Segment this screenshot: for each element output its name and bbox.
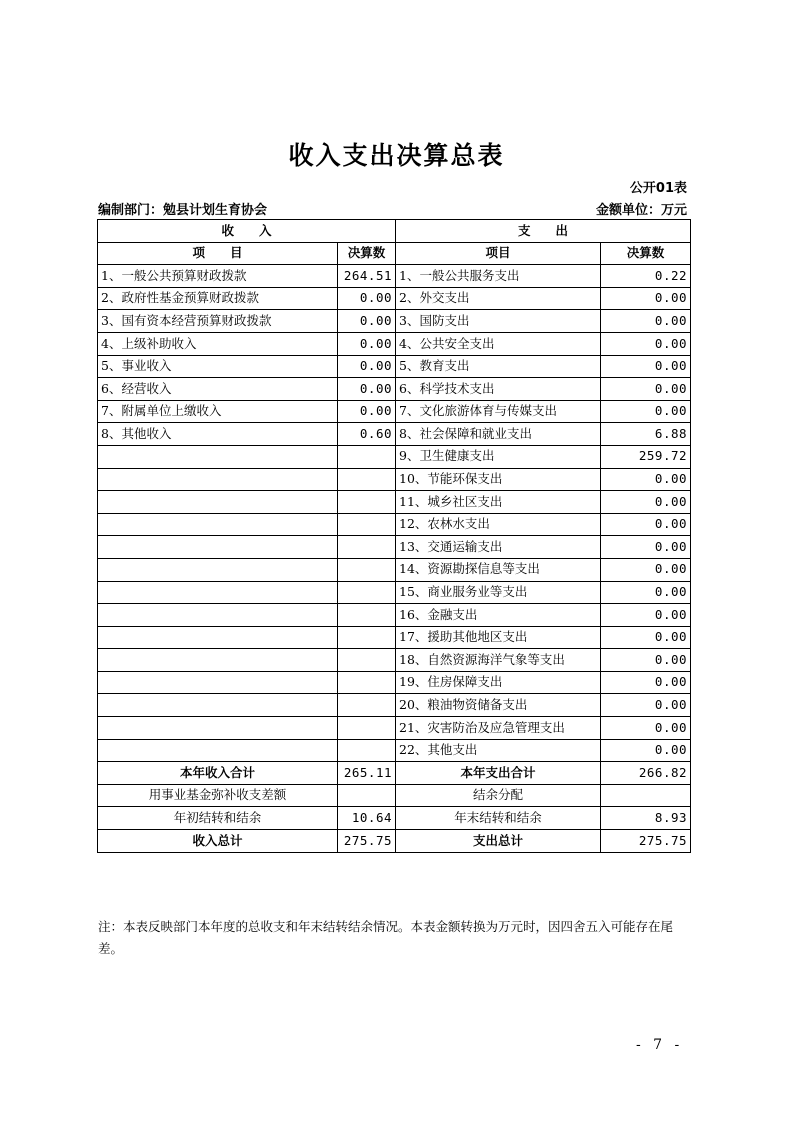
expense-amount-cell: 0.00 xyxy=(601,739,691,762)
expense-summary-label: 结余分配 xyxy=(396,784,601,807)
income-item-cell: 4、上级补助收入 xyxy=(98,332,338,355)
income-amount-cell: 264.51 xyxy=(338,265,396,288)
income-item-cell: 3、国有资本经营预算财政拨款 xyxy=(98,310,338,333)
income-amount-cell: 0.00 xyxy=(338,332,396,355)
expense-item-cell: 17、援助其他地区支出 xyxy=(396,626,601,649)
expense-amount-cell: 0.00 xyxy=(601,626,691,649)
expense-amount-cell: 0.22 xyxy=(601,265,691,288)
income-item-cell: 2、政府性基金预算财政拨款 xyxy=(98,287,338,310)
table-row xyxy=(98,287,691,310)
expense-item-cell: 11、城乡社区支出 xyxy=(396,491,601,514)
income-item-cell: 7、附属单位上缴收入 xyxy=(98,400,338,423)
table-row xyxy=(98,355,691,378)
expense-amount-cell: 0.00 xyxy=(601,694,691,717)
expense-item-cell: 15、商业服务业等支出 xyxy=(396,581,601,604)
table-row xyxy=(98,604,691,627)
income-item-cell xyxy=(98,649,338,672)
income-amount-cell xyxy=(338,717,396,740)
income-amount-cell xyxy=(338,513,396,536)
expense-item-cell: 21、灾害防治及应急管理支出 xyxy=(396,717,601,740)
income-item-cell xyxy=(98,671,338,694)
income-amount-cell: 0.00 xyxy=(338,287,396,310)
unit-label: 金额单位：万元 xyxy=(595,203,687,218)
income-expense-table xyxy=(97,219,691,853)
income-item-cell xyxy=(98,491,338,514)
income-amount-cell xyxy=(338,536,396,559)
income-item-cell xyxy=(98,694,338,717)
expense-amount-cell: 0.00 xyxy=(601,536,691,559)
summary-row xyxy=(98,784,691,807)
expense-item-cell: 6、科学技术支出 xyxy=(396,378,601,401)
page-title: 收入支出决算总表 xyxy=(288,141,505,170)
expense-amount-cell: 0.00 xyxy=(601,310,691,333)
expense-item-cell: 5、教育支出 xyxy=(396,355,601,378)
expense-amount-cell: 0.00 xyxy=(601,378,691,401)
expense-item-cell: 2、外交支出 xyxy=(396,287,601,310)
income-amount-cell xyxy=(338,445,396,468)
income-item-header: 项 目 xyxy=(98,242,338,265)
income-amount-cell xyxy=(338,626,396,649)
income-item-cell xyxy=(98,717,338,740)
income-amount-cell xyxy=(338,671,396,694)
expense-item-cell: 13、交通运输支出 xyxy=(396,536,601,559)
expense-item-cell: 9、卫生健康支出 xyxy=(396,445,601,468)
expense-amount-cell: 0.00 xyxy=(601,355,691,378)
expense-amount-cell: 0.00 xyxy=(601,400,691,423)
expense-item-cell: 8、社会保障和就业支出 xyxy=(396,423,601,446)
income-summary-amount: 265.11 xyxy=(338,762,396,785)
table-row xyxy=(98,671,691,694)
income-amount-cell: 0.00 xyxy=(338,400,396,423)
table-row xyxy=(98,423,691,446)
income-summary-amount: 275.75 xyxy=(338,830,396,853)
column-header-row xyxy=(98,242,691,265)
expense-amount-cell: 259.72 xyxy=(601,445,691,468)
income-amount-cell xyxy=(338,739,396,762)
table-row xyxy=(98,739,691,762)
expense-summary-amount: 8.93 xyxy=(601,807,691,830)
table-row xyxy=(98,558,691,581)
expense-summary-amount xyxy=(601,784,691,807)
expense-amount-cell: 0.00 xyxy=(601,513,691,536)
table-row xyxy=(98,513,691,536)
expense-item-cell: 16、金融支出 xyxy=(396,604,601,627)
income-summary-label: 年初结转和结余 xyxy=(98,807,338,830)
expense-amount-cell: 0.00 xyxy=(601,287,691,310)
expense-item-cell: 7、文化旅游体育与传媒支出 xyxy=(396,400,601,423)
expense-amount-cell: 0.00 xyxy=(601,717,691,740)
income-item-cell: 1、一般公共预算财政拨款 xyxy=(98,265,338,288)
expense-item-cell: 22、其他支出 xyxy=(396,739,601,762)
income-item-cell xyxy=(98,581,338,604)
income-amount-cell xyxy=(338,694,396,717)
expense-amount-header: 决算数 xyxy=(601,242,691,265)
income-summary-amount: 10.64 xyxy=(338,807,396,830)
income-section-header: 收 入 xyxy=(98,220,396,243)
form-number: 公开01表 xyxy=(629,181,687,196)
page-number: - 7 - xyxy=(636,1037,684,1053)
income-amount-cell: 0.00 xyxy=(338,378,396,401)
expense-item-cell: 4、公共安全支出 xyxy=(396,332,601,355)
table-row xyxy=(98,378,691,401)
expense-amount-cell: 0.00 xyxy=(601,649,691,672)
table-row xyxy=(98,491,691,514)
income-summary-label: 本年收入合计 xyxy=(98,762,338,785)
income-item-cell xyxy=(98,536,338,559)
expense-amount-cell: 0.00 xyxy=(601,671,691,694)
income-item-cell xyxy=(98,739,338,762)
expense-item-cell: 3、国防支出 xyxy=(396,310,601,333)
expense-item-cell: 19、住房保障支出 xyxy=(396,671,601,694)
table-row xyxy=(98,581,691,604)
table-row xyxy=(98,649,691,672)
expense-amount-cell: 0.00 xyxy=(601,581,691,604)
department-label: 编制部门：勉县计划生育协会 xyxy=(98,203,268,218)
expense-item-header: 项目 xyxy=(396,242,601,265)
expense-item-cell: 20、粮油物资储备支出 xyxy=(396,694,601,717)
summary-row xyxy=(98,762,691,785)
table-row xyxy=(98,468,691,491)
table-row xyxy=(98,445,691,468)
expense-item-cell: 12、农林水支出 xyxy=(396,513,601,536)
income-amount-cell xyxy=(338,491,396,514)
expense-item-cell: 18、自然资源海洋气象等支出 xyxy=(396,649,601,672)
expense-item-cell: 10、节能环保支出 xyxy=(396,468,601,491)
income-item-cell: 8、其他收入 xyxy=(98,423,338,446)
expense-amount-cell: 6.88 xyxy=(601,423,691,446)
table-row xyxy=(98,400,691,423)
expense-amount-cell: 0.00 xyxy=(601,491,691,514)
expense-amount-cell: 0.00 xyxy=(601,604,691,627)
table-row xyxy=(98,694,691,717)
expense-summary-amount: 266.82 xyxy=(601,762,691,785)
income-amount-cell xyxy=(338,604,396,627)
income-item-cell xyxy=(98,513,338,536)
expense-summary-label: 支出总计 xyxy=(396,830,601,853)
income-item-cell xyxy=(98,626,338,649)
table-row xyxy=(98,265,691,288)
income-item-cell xyxy=(98,558,338,581)
income-item-cell xyxy=(98,445,338,468)
income-amount-cell xyxy=(338,649,396,672)
income-summary-label: 用事业基金弥补收支差额 xyxy=(98,784,338,807)
expense-amount-cell: 0.00 xyxy=(601,558,691,581)
income-summary-amount xyxy=(338,784,396,807)
income-amount-cell: 0.00 xyxy=(338,355,396,378)
expense-summary-label: 本年支出合计 xyxy=(396,762,601,785)
income-amount-cell: 0.00 xyxy=(338,310,396,333)
expense-summary-label: 年末结转和结余 xyxy=(396,807,601,830)
income-amount-cell xyxy=(338,558,396,581)
summary-row xyxy=(98,830,691,853)
table-row xyxy=(98,626,691,649)
income-amount-cell xyxy=(338,468,396,491)
section-header-row xyxy=(98,220,691,243)
expense-amount-cell: 0.00 xyxy=(601,468,691,491)
expense-summary-amount: 275.75 xyxy=(601,830,691,853)
expense-section-header: 支 出 xyxy=(396,220,691,243)
income-item-cell xyxy=(98,604,338,627)
footnote: 注：本表反映部门本年度的总收支和年末结转结余情况。本表金额转换为万元时，因四舍五入可能存在尾差。 xyxy=(98,919,674,956)
income-amount-cell xyxy=(338,581,396,604)
income-summary-label: 收入总计 xyxy=(98,830,338,853)
income-item-cell: 6、经营收入 xyxy=(98,378,338,401)
income-item-cell: 5、事业收入 xyxy=(98,355,338,378)
income-item-cell xyxy=(98,468,338,491)
income-amount-header: 决算数 xyxy=(338,242,396,265)
table-row xyxy=(98,310,691,333)
table-row xyxy=(98,717,691,740)
table-row xyxy=(98,332,691,355)
table-row xyxy=(98,536,691,559)
summary-row xyxy=(98,807,691,830)
income-amount-cell: 0.60 xyxy=(338,423,396,446)
expense-amount-cell: 0.00 xyxy=(601,332,691,355)
expense-item-cell: 14、资源勘探信息等支出 xyxy=(396,558,601,581)
expense-item-cell: 1、一般公共服务支出 xyxy=(396,265,601,288)
